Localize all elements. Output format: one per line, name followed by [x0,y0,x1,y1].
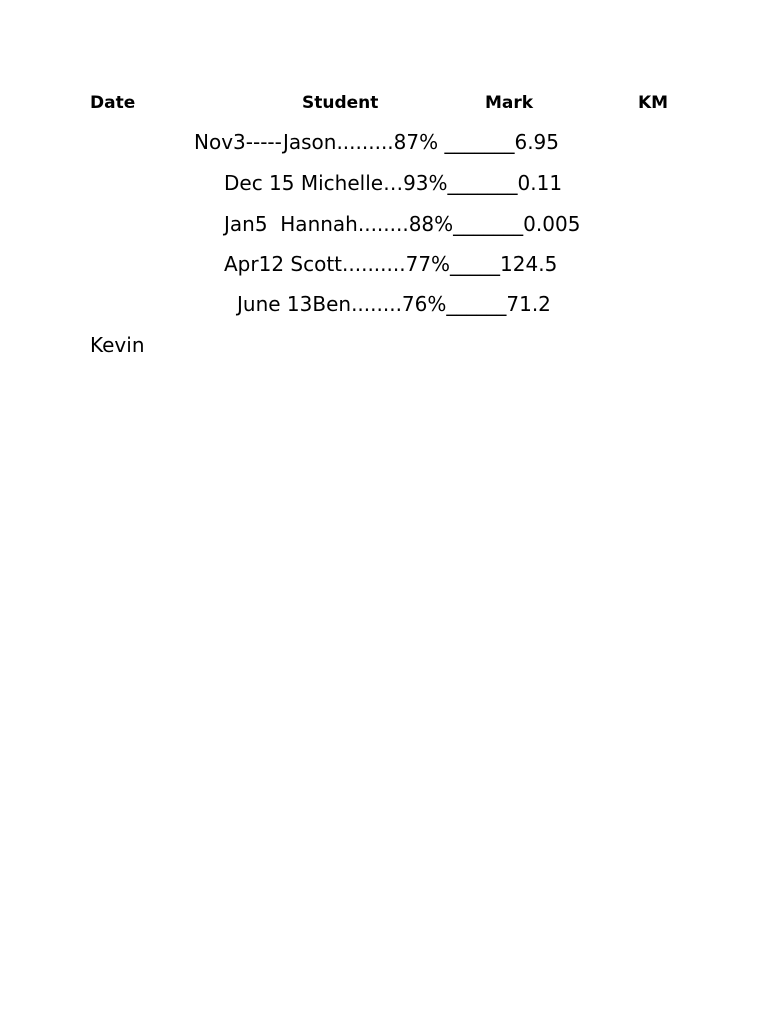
column-header-date: Date [90,93,136,113]
column-header-km: KM [638,93,669,113]
column-header-student: Student [302,93,379,113]
record-line: Apr12 Scott..........77%_____124.5 [224,252,558,276]
column-header-mark: Mark [485,93,534,113]
record-line: Dec 15 Michelle…93%_______0.11 [224,171,563,195]
record-line: June 13Ben........76%______71.2 [237,292,551,316]
record-line: Jan5 Hannah........88%_______0.005 [224,212,581,236]
record-line: Nov3-----Jason.........87% _______6.95 [194,130,559,154]
footer-name: Kevin [90,333,145,357]
